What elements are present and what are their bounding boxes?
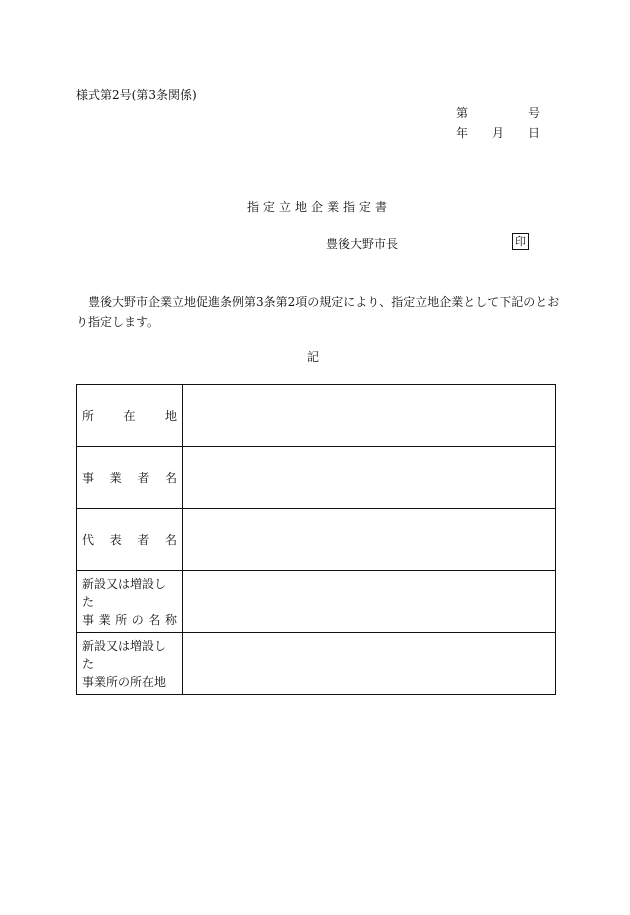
label-char: 所 xyxy=(82,409,95,423)
label-char: 事 xyxy=(82,471,95,485)
document-title: 指定立地企業指定書 xyxy=(247,200,392,214)
label-char: 所 xyxy=(115,612,128,627)
seal-mark: 印 xyxy=(512,233,529,250)
label-office-name xyxy=(77,571,183,633)
value-representative-name xyxy=(183,509,556,571)
table-row xyxy=(77,571,556,633)
label-char: 在 xyxy=(123,409,136,423)
label-char: の xyxy=(131,612,144,627)
form-number: 様式第2号(第3条関係) xyxy=(76,88,197,102)
label-char: 者 xyxy=(137,471,150,485)
record-heading: 記 xyxy=(307,350,320,364)
label-line: 新設又は増設した xyxy=(82,638,167,671)
label-char: 名 xyxy=(164,533,177,547)
label-char: 名 xyxy=(164,471,177,485)
label-char: 名 xyxy=(148,612,161,627)
label-office-location xyxy=(77,633,183,695)
number-prefix: 第 xyxy=(456,106,469,120)
label-char: 地 xyxy=(164,409,177,423)
date-month: 月 xyxy=(492,126,505,140)
label-char: 表 xyxy=(109,533,122,547)
label-char: 称 xyxy=(164,612,177,627)
value-business-name xyxy=(183,447,556,509)
value-location xyxy=(183,385,556,447)
label-char: 者 xyxy=(137,533,150,547)
label-line: 新設又は増設した xyxy=(82,576,167,609)
table-row xyxy=(77,633,556,695)
table-row xyxy=(77,385,556,447)
label-location xyxy=(77,385,183,447)
label-char: 業 xyxy=(98,612,111,627)
record-table xyxy=(76,384,556,695)
date-day: 日 xyxy=(528,126,541,140)
label-char: 代 xyxy=(82,533,95,547)
table-row xyxy=(77,509,556,571)
date-line xyxy=(456,124,540,140)
date-year: 年 xyxy=(456,126,469,140)
label-line: 事業所の所在地 xyxy=(82,674,167,689)
number-suffix: 号 xyxy=(528,106,541,120)
table-row xyxy=(77,447,556,509)
body-text: 豊後大野市企業立地促進条例第3条第2項の規定により、指定立地企業として下記のとおり指定します。 xyxy=(76,295,560,329)
label-char: 業 xyxy=(109,471,122,485)
value-office-name xyxy=(183,571,556,633)
value-office-location xyxy=(183,633,556,695)
label-representative-name xyxy=(77,509,183,571)
document-number-line xyxy=(456,104,540,120)
label-business-name xyxy=(77,447,183,509)
label-char: 事 xyxy=(82,612,95,627)
issuer-name: 豊後大野市長 xyxy=(326,237,399,251)
